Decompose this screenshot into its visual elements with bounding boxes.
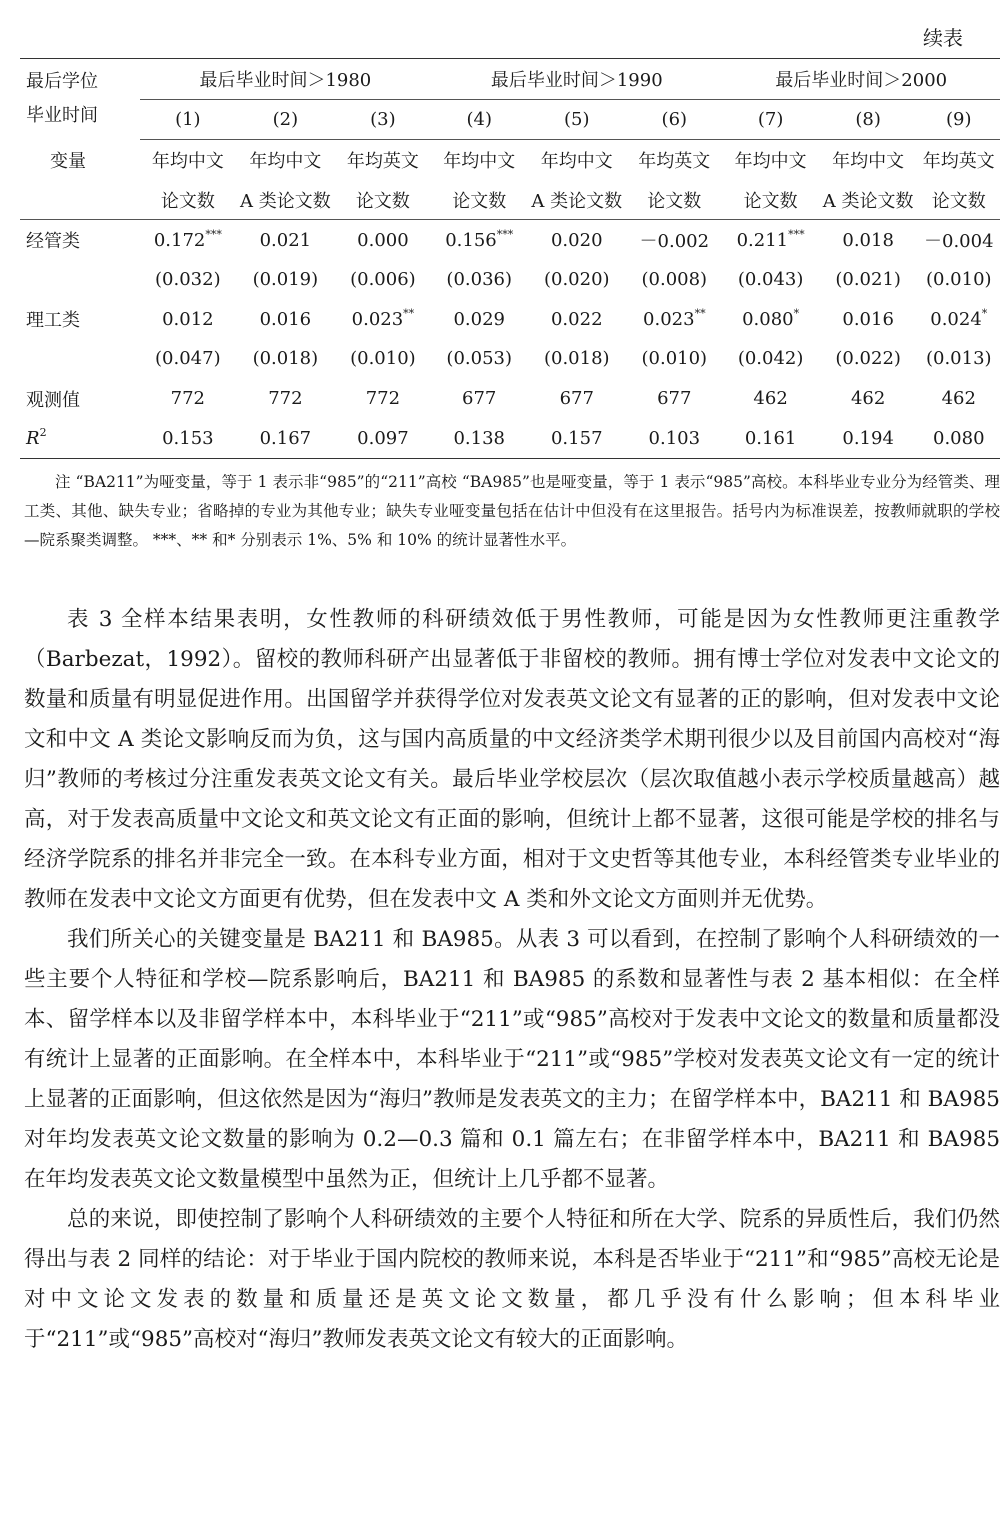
dep-var-line1: 年均英文 xyxy=(638,150,711,172)
paragraph: 表 3 全样本结果表明，女性教师的科研绩效低于男性教师，可能是因为女性教师更注重教学（Barbezat，1992）。留校的教师科研产出显著低于非留校的教师。拥有博士学位对发表中文论文的数量和质量有明显促进作用。出国留学并获得学位对发表英文论文有显著的正的影响，但对发表中文论文和中文 A 类论文影响反而为负，这与国内高质量的中文经济类学术期刊很少以及目前国内高校对“海归”教师的考核过分注重发表英文论文有关。最后毕业学校层次（层次取值越小表示学校质量越高）越高，对于发表高质量中文论文和英文论文有正面的影响，但统计上都不显著，这很可能是学校的排名与经济学院系的排名并非完全一致。在本科专业方面，相对于文史哲等其他专业，本科经管类专业毕业的教师在发表中文论文方面更有优势，但在发表中文 A 类和外文论文方面则并无优势。 xyxy=(24,607,1000,912)
obs-cell: 462 xyxy=(850,388,886,410)
dep-var-line2: 论文数 xyxy=(335,180,431,220)
r2-cell: 0.097 xyxy=(335,418,431,458)
se-row-econ-mgmt xyxy=(20,260,1000,300)
dep-var-line1: 年均中文 xyxy=(734,150,807,172)
coef-cell: 0.156*** xyxy=(445,227,514,251)
column-number-row xyxy=(20,99,1000,140)
group-header: 最后毕业时间＞1980 xyxy=(140,59,431,100)
r-squared-row xyxy=(20,418,1000,458)
se-cell: (0.010) xyxy=(925,269,992,291)
coef-cell: 0.024* xyxy=(930,306,988,330)
coef-cell: 0.016 xyxy=(259,308,312,330)
dep-var-line2: 论文数 xyxy=(431,180,527,220)
coef-cell: 0.000 xyxy=(357,229,409,251)
obs-cell: 462 xyxy=(753,388,788,410)
coef-cell: 0.029 xyxy=(453,308,505,330)
se-cell: (0.018) xyxy=(543,348,610,370)
obs-cell: 677 xyxy=(559,388,594,410)
coef-cell: 0.021 xyxy=(259,229,312,251)
row-header-top: 最后学位 毕业时间 xyxy=(20,59,140,140)
obs-cell: 772 xyxy=(170,388,205,410)
se-cell: (0.010) xyxy=(641,348,708,370)
coef-cell: 0.172*** xyxy=(153,227,222,251)
coef-cell: 0.020 xyxy=(550,229,603,251)
coef-row-econ-mgmt xyxy=(20,220,1000,260)
row-label: 经管类 xyxy=(26,231,80,253)
dep-var-line1: 年均中文 xyxy=(443,150,516,172)
dep-var-line1: 年均英文 xyxy=(346,150,419,172)
se-cell: (0.021) xyxy=(835,269,901,291)
se-cell: (0.020) xyxy=(543,269,610,291)
se-cell: (0.043) xyxy=(737,269,804,291)
dep-var-line2: A 类论文数 xyxy=(236,180,335,220)
observations-row xyxy=(20,379,1000,419)
obs-cell: 677 xyxy=(462,388,497,410)
coef-cell: 0.211*** xyxy=(736,227,805,251)
variable-label: 变量 xyxy=(50,150,86,172)
obs-cell: 772 xyxy=(365,388,401,410)
col-number: (4) xyxy=(431,99,527,140)
se-cell: (0.013) xyxy=(925,348,992,370)
dep-var-line1: 年均中文 xyxy=(832,150,905,172)
se-cell: (0.022) xyxy=(835,348,901,370)
dep-var-line2: A 类论文数 xyxy=(819,180,918,220)
se-cell: (0.032) xyxy=(155,269,221,291)
coef-cell: 0.080* xyxy=(742,306,800,330)
dep-var-line2: 论文数 xyxy=(722,180,818,220)
dep-var-line1: 年均中文 xyxy=(249,150,322,172)
se-cell: (0.018) xyxy=(252,348,319,370)
col-number: (3) xyxy=(335,99,431,140)
r2-cell: 0.161 xyxy=(722,418,818,458)
coef-cell: －0.004 xyxy=(924,231,994,253)
dep-var-line2: 论文数 xyxy=(626,180,722,220)
r2-cell: 0.157 xyxy=(527,418,626,458)
coef-cell: 0.023** xyxy=(351,306,415,330)
se-cell: (0.036) xyxy=(446,269,512,291)
regression-table xyxy=(20,58,1000,459)
se-cell: (0.008) xyxy=(641,269,708,291)
col-number: (7) xyxy=(722,99,818,140)
coef-cell: 0.012 xyxy=(162,308,214,330)
se-row-sci-eng xyxy=(20,339,1000,379)
paragraph: 总的来说，即使控制了影响个人科研绩效的主要个人特征和所在大学、院系的异质性后，我们仍然得出与表 2 同样的结论：对于毕业于国内院校的教师来说，本科是否毕业于“211”和“985”高校无论是对中文论文发表的数量和质量还是英文论文数量，都几乎没有什么影响；但本科毕业于“211”或“985”高校对“海归”教师发表英文论文有较大的正面影响。 xyxy=(24,1207,1000,1352)
dependent-variable-row-2 xyxy=(20,180,1000,220)
se-cell: (0.053) xyxy=(446,348,512,370)
col-number: (9) xyxy=(918,99,1000,140)
r2-cell: 0.194 xyxy=(819,418,918,458)
col-number: (6) xyxy=(626,99,722,140)
body-text xyxy=(24,600,1000,1360)
obs-cell: 462 xyxy=(941,388,976,410)
row-label: 观测值 xyxy=(26,389,80,411)
se-cell: (0.042) xyxy=(737,348,804,370)
se-cell: (0.019) xyxy=(252,269,319,291)
dep-var-line1: 年均中文 xyxy=(151,150,224,172)
coef-cell: －0.002 xyxy=(639,231,710,253)
r2-cell: 0.138 xyxy=(431,418,527,458)
coef-cell: 0.023** xyxy=(643,306,706,330)
table-note xyxy=(24,468,1000,555)
obs-cell: 677 xyxy=(657,388,692,410)
continued-label: 续表 xyxy=(923,26,963,50)
group-header: 最后毕业时间＞2000 xyxy=(722,59,1000,100)
col-number: (2) xyxy=(236,99,335,140)
dep-var-line1: 年均英文 xyxy=(922,150,995,172)
r2-cell: 0.167 xyxy=(236,418,335,458)
col-number: (8) xyxy=(819,99,918,140)
se-cell: (0.010) xyxy=(350,348,416,370)
row-label: $R^2$ xyxy=(20,418,140,458)
row-label: 理工类 xyxy=(26,310,80,332)
group-header-row xyxy=(20,59,1000,100)
coef-cell: 0.016 xyxy=(842,308,894,330)
coef-row-sci-eng xyxy=(20,300,1000,340)
col-number: (1) xyxy=(140,99,236,140)
dep-var-line2: 论文数 xyxy=(918,180,1000,220)
obs-cell: 772 xyxy=(268,388,303,410)
dep-var-line2: A 类论文数 xyxy=(527,180,626,220)
dependent-variable-row xyxy=(20,140,1000,180)
se-cell: (0.006) xyxy=(350,269,416,291)
coef-cell: 0.018 xyxy=(842,229,894,251)
r2-cell: 0.103 xyxy=(626,418,722,458)
dep-var-line1: 年均中文 xyxy=(540,150,613,172)
se-cell: (0.047) xyxy=(155,348,221,370)
table-note-text: 注 “BA211”为哑变量，等于 1 表示非“985”的“211”高校 “BA985”也是哑变量，等于 1 表示“985”高校。本科毕业专业分为经管类、理工类、其他、缺失专业；省略掉的专业为其他专业；缺失专业哑变量包括在估计中但没有在这里报告。括号内为标准误差，按教师就职的学校—院系聚类调整。 ***、** 和* 分别表示 1%、5% 和 10% 的统计显著性水平。 xyxy=(24,473,1000,549)
paragraph: 我们所关心的关键变量是 BA211 和 BA985。从表 3 可以看到，在控制了影响个人科研绩效的一些主要个人特征和学校—院系影响后，BA211 和 BA985 的系数和显著性与表 2 基本相似：在全样本、留学样本以及非留学样本中，本科毕业于“211”或“985”高校对于发表中文论文的数量和质量都没有统计上显著的正面影响。在全样本中，本科毕业于“211”或“985”学校对发表英文论文有一定的统计上显著的正面影响，但这依然是因为“海归”教师是发表英文的主力；在留学样本中，BA211 和 BA985 对年均发表英文论文数量的影响为 0.2—0.3 篇和 0.1 篇左右；在非留学样本中，BA211 和 BA985 在年均发表英文论文数量模型中虽然为正，但统计上几乎都不显著。 xyxy=(24,927,1000,1192)
dep-var-line2: 论文数 xyxy=(140,180,236,220)
group-header: 最后毕业时间＞1990 xyxy=(431,59,722,100)
coef-cell: 0.022 xyxy=(550,308,603,330)
col-number: (5) xyxy=(527,99,626,140)
r2-cell: 0.080 xyxy=(918,418,1000,458)
r2-cell: 0.153 xyxy=(140,418,236,458)
